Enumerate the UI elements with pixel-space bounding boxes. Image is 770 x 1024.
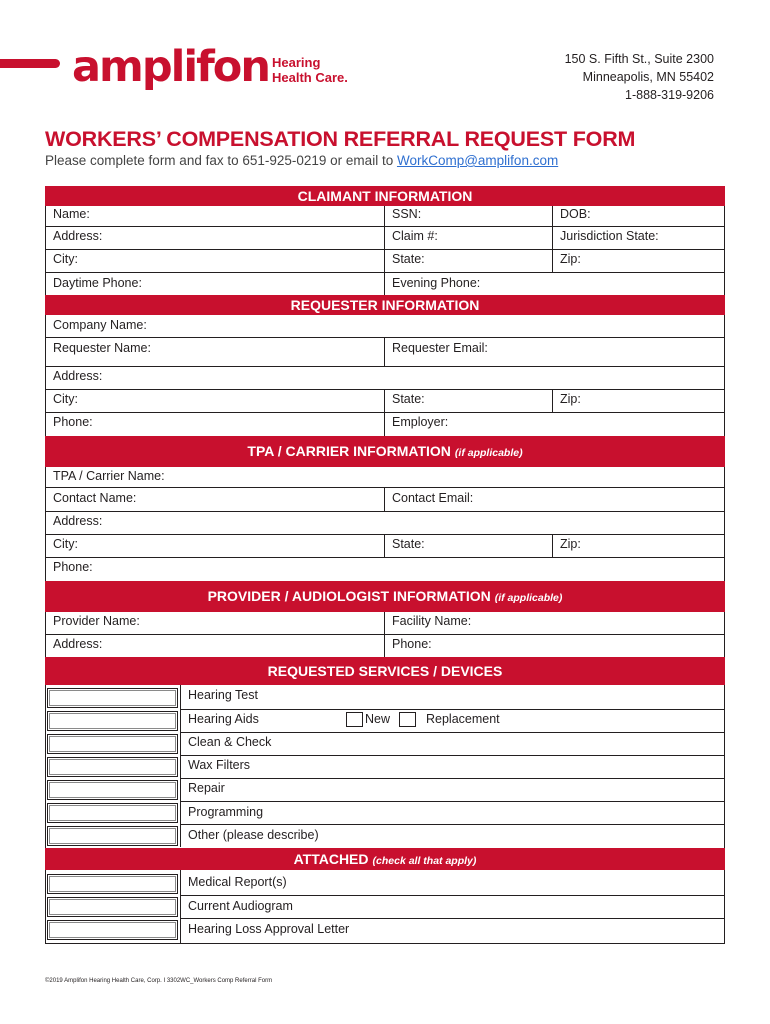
service-checkbox[interactable] xyxy=(47,688,178,708)
attached-current-audiogram: Current Audiogram xyxy=(188,899,293,913)
form-title: WORKERS’ COMPENSATION REFERRAL REQUEST FORM xyxy=(45,127,636,151)
requester-city-field[interactable]: City: xyxy=(53,392,78,406)
tpa-state-field[interactable]: State: xyxy=(392,537,425,551)
divider xyxy=(45,389,725,390)
claimant-ssn-field[interactable]: SSN: xyxy=(392,207,422,221)
logo-tagline xyxy=(272,55,348,85)
claimant-name-field[interactable]: Name: xyxy=(53,207,90,221)
divider xyxy=(384,389,385,436)
requester-name-field[interactable]: Requester Name: xyxy=(53,341,151,355)
instructions-text: Please complete form and fax to 651-925-0219 or email to xyxy=(45,153,397,168)
divider xyxy=(45,511,725,512)
requester-section-header xyxy=(45,295,725,315)
attached-heading-note: (check all that apply) xyxy=(372,855,477,867)
divider xyxy=(45,337,725,338)
divider xyxy=(45,366,725,367)
divider xyxy=(552,389,553,412)
service-clean-check: Clean & Check xyxy=(188,735,272,749)
attached-checkbox[interactable] xyxy=(47,874,178,894)
tpa-address-field[interactable]: Address: xyxy=(53,514,103,528)
divider xyxy=(384,206,385,295)
divider xyxy=(180,824,725,825)
requester-state-field[interactable]: State: xyxy=(392,392,425,406)
divider xyxy=(45,487,725,488)
replacement-label: Replacement xyxy=(426,712,500,726)
tpa-carrier-name-field[interactable]: TPA / Carrier Name: xyxy=(53,469,165,483)
provider-heading: PROVIDER / AUDIOLOGIST INFORMATION xyxy=(207,588,491,604)
divider xyxy=(45,272,725,273)
tpa-contact-email-field[interactable]: Contact Email: xyxy=(392,491,474,505)
tpa-city-field[interactable]: City: xyxy=(53,537,78,551)
claimant-city-field[interactable]: City: xyxy=(53,252,78,266)
service-checkbox[interactable] xyxy=(47,757,178,777)
email-link[interactable]: WorkComp@amplifon.com xyxy=(396,153,559,168)
divider xyxy=(45,412,725,413)
requester-heading: REQUESTER INFORMATION xyxy=(290,297,480,313)
provider-section-header xyxy=(45,581,725,612)
logo-tagline-line2: Health Care. xyxy=(272,70,348,85)
divider xyxy=(45,226,725,227)
requester-address-field[interactable]: Address: xyxy=(53,369,103,383)
service-wax-filters: Wax Filters xyxy=(188,758,251,772)
claimant-claim-field[interactable]: Claim #: xyxy=(392,229,438,243)
requester-employer-field[interactable]: Employer: xyxy=(392,415,449,429)
requester-company-field[interactable]: Company Name: xyxy=(53,318,147,332)
divider xyxy=(384,337,385,366)
divider xyxy=(180,895,725,896)
replacement-checkbox[interactable] xyxy=(399,712,416,727)
divider xyxy=(45,634,725,635)
form-instructions xyxy=(45,153,558,168)
attached-medical-reports: Medical Report(s) xyxy=(188,875,287,889)
services-section-header xyxy=(45,657,725,685)
service-checkbox[interactable] xyxy=(47,734,178,754)
amplifon-logo: amplifon xyxy=(72,42,269,92)
service-hearing-aids: Hearing Aids xyxy=(188,712,259,726)
divider xyxy=(384,487,385,511)
divider xyxy=(45,249,725,250)
service-checkbox[interactable] xyxy=(47,826,178,846)
services-heading: REQUESTED SERVICES / DEVICES xyxy=(267,663,503,679)
address-street: 150 S. Fifth St., Suite 2300 xyxy=(564,52,714,66)
divider xyxy=(180,918,725,919)
divider xyxy=(180,732,725,733)
divider xyxy=(45,557,725,558)
divider xyxy=(180,778,725,779)
divider xyxy=(384,534,385,557)
provider-address-field[interactable]: Address: xyxy=(53,637,103,651)
attached-checkbox[interactable] xyxy=(47,920,178,940)
new-label: New xyxy=(365,712,391,726)
divider xyxy=(552,534,553,557)
requester-phone-field[interactable]: Phone: xyxy=(53,415,93,429)
provider-name-field[interactable]: Provider Name: xyxy=(53,614,140,628)
service-checkbox[interactable] xyxy=(47,780,178,800)
divider xyxy=(180,801,725,802)
provider-phone-field[interactable]: Phone: xyxy=(392,637,432,651)
claimant-heading: CLAIMANT INFORMATION xyxy=(297,188,473,204)
service-other: Other (please describe) xyxy=(188,828,319,842)
attached-section-header xyxy=(45,848,725,870)
company-address xyxy=(565,50,714,104)
tpa-heading: TPA / CARRIER INFORMATION xyxy=(247,443,451,459)
address-phone: 1-888-319-9206 xyxy=(625,88,714,102)
tpa-phone-field[interactable]: Phone: xyxy=(53,560,93,574)
claimant-state-field[interactable]: State: xyxy=(392,252,425,266)
tpa-zip-field[interactable]: Zip: xyxy=(560,537,581,551)
logo-tagline-line1: Hearing xyxy=(272,55,321,70)
attached-checkbox[interactable] xyxy=(47,897,178,917)
requester-email-field[interactable]: Requester Email: xyxy=(392,341,488,355)
claimant-daytime-phone-field[interactable]: Daytime Phone: xyxy=(53,276,142,290)
claimant-evening-phone-field[interactable]: Evening Phone: xyxy=(392,276,481,290)
divider xyxy=(180,755,725,756)
divider xyxy=(384,612,385,657)
claimant-zip-field[interactable]: Zip: xyxy=(560,252,581,266)
facility-name-field[interactable]: Facility Name: xyxy=(392,614,472,628)
divider xyxy=(180,709,725,710)
claimant-jurisdiction-field[interactable]: Jurisdiction State: xyxy=(560,229,659,243)
claimant-section-header xyxy=(45,186,725,206)
service-hearing-test: Hearing Test xyxy=(188,688,258,702)
claimant-address-field[interactable]: Address: xyxy=(53,229,103,243)
claimant-dob-field[interactable]: DOB: xyxy=(560,207,591,221)
tpa-heading-note: (if applicable) xyxy=(454,447,523,459)
tpa-section-header xyxy=(45,436,725,467)
service-checkbox[interactable] xyxy=(47,711,178,731)
divider xyxy=(552,206,553,272)
attached-heading: ATTACHED xyxy=(293,851,369,867)
attached-approval-letter: Hearing Loss Approval Letter xyxy=(188,922,350,936)
provider-heading-note: (if applicable) xyxy=(494,592,563,604)
footer-copyright: ©2019 Amplifon Hearing Health Care, Corp. I 3302WC_Workers Comp Referral Form xyxy=(45,978,273,984)
service-repair: Repair xyxy=(188,781,225,795)
address-city: Minneapolis, MN 55402 xyxy=(582,70,714,84)
requester-zip-field[interactable]: Zip: xyxy=(560,392,581,406)
service-checkbox[interactable] xyxy=(47,803,178,823)
divider xyxy=(45,534,725,535)
service-programming: Programming xyxy=(188,805,264,819)
tpa-contact-name-field[interactable]: Contact Name: xyxy=(53,491,137,505)
brand-accent-bar xyxy=(0,59,60,68)
